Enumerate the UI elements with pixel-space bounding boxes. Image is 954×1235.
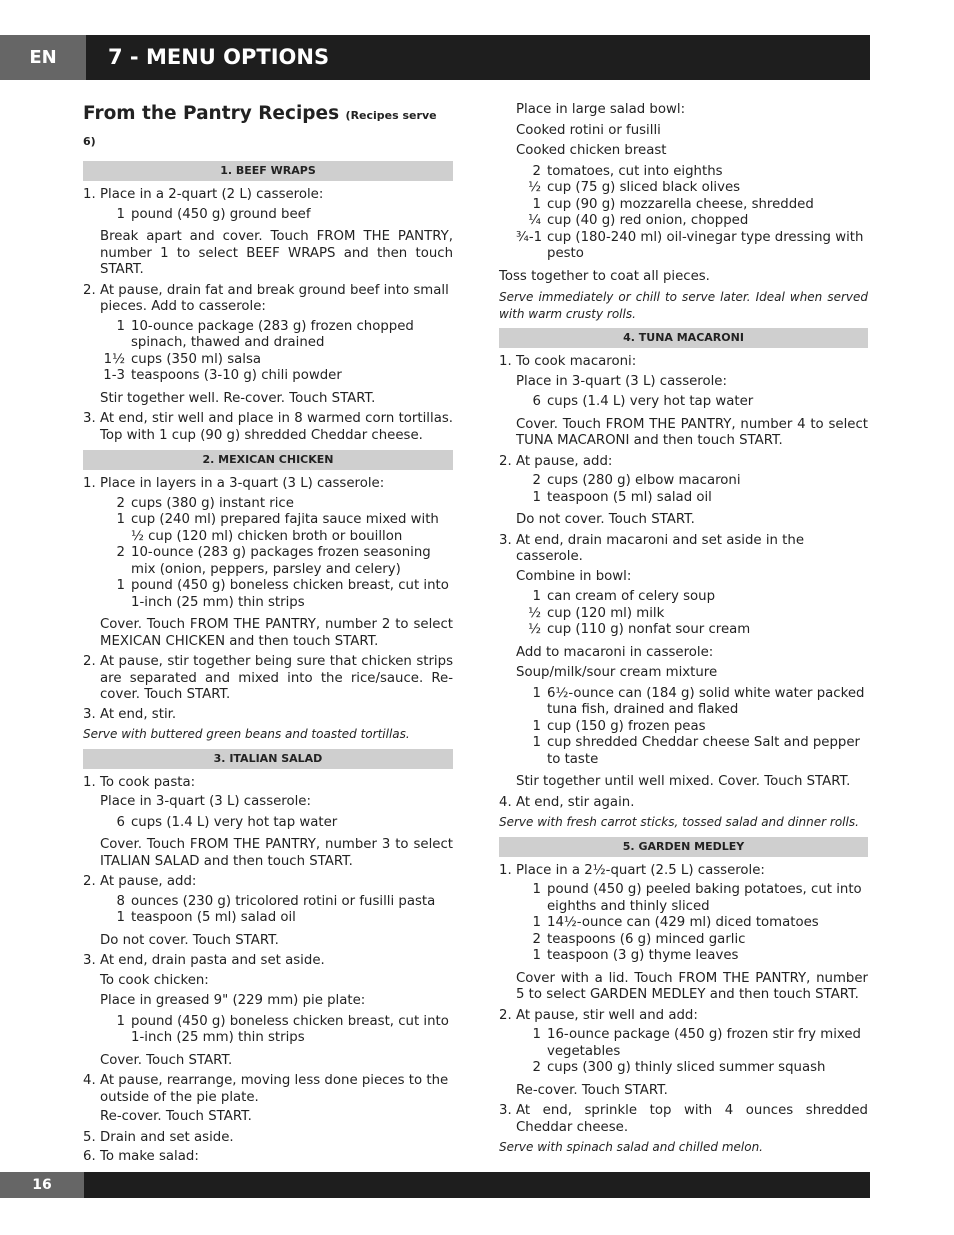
instruction: To cook chicken:	[100, 972, 209, 988]
language-badge: EN	[0, 35, 86, 80]
instruction: Soup/milk/sour cream mixture	[516, 665, 718, 680]
ingredient-qty: 1	[116, 206, 125, 222]
ingredient-list	[499, 1027, 868, 1077]
instruction: Cover with a lid. Touch FROM THE PANTRY, number 5 to select GARDEN MEDLEY and then touch START.	[516, 970, 868, 1002]
ingredient-desc: pound (450 g) boneless chicken breast, cut into 1-inch (25 mm) thin strips	[131, 1013, 449, 1045]
ingredient-qty: 1	[532, 1027, 541, 1042]
recipe-header-tuna-macaroni: 4. TUNA MACARONI	[499, 328, 868, 348]
step: 3. At end, drain macaroni and set aside in the casserole.	[499, 532, 805, 564]
serving-note: Serve with spinach salad and chilled melon.	[499, 1140, 763, 1154]
instruction: Cover. Touch START.	[100, 1052, 233, 1068]
ingredient-desc: 10-ounce package (283 g) frozen chopped spinach, thawed and drained	[131, 318, 414, 350]
instruction: Stir together until well mixed. Cover. Touch START.	[516, 774, 851, 789]
section-title: From the Pantry Recipes (Recipes serve 6)	[83, 103, 437, 148]
ingredient-desc: cup (90 g) mozzarella cheese, shredded	[547, 196, 814, 212]
ingredient	[516, 932, 868, 949]
left-column	[83, 102, 453, 1169]
instruction: Place in large salad bowl:	[516, 102, 686, 117]
instruction: Do not cover. Touch START.	[100, 932, 279, 948]
ingredient	[100, 815, 453, 832]
ingredient-qty: ¾-1	[516, 229, 543, 245]
recipe-header-beef-wraps: 1. BEEF WRAPS	[83, 161, 453, 181]
serving-note: Serve with buttered green beans and toasted tortillas.	[83, 727, 410, 741]
ingredient	[516, 686, 868, 719]
ingredient-qty: 1	[116, 578, 125, 593]
ingredient	[516, 719, 868, 736]
ingredient-list	[499, 473, 868, 506]
ingredient-qty: 2	[532, 1060, 541, 1075]
ingredient-desc: pound (450 g) peeled baking potatoes, cut into eighths and thinly sliced	[547, 882, 862, 914]
ingredient	[516, 490, 868, 507]
ingredient-desc: 10-ounce (283 g) packages frozen seasoning mix (onion, peppers, parsley and celery)	[131, 545, 431, 577]
step: 2. At pause, drain fat and break ground beef into small pieces. Add to casserole:	[83, 282, 449, 314]
ingredient	[516, 230, 868, 263]
ingredient-desc: cups (1.4 L) very hot tap water	[131, 814, 338, 830]
ingredient-desc: tomatoes, cut into eighths	[547, 163, 723, 179]
ingredient-desc: cups (280 g) elbow macaroni	[547, 473, 741, 488]
ingredient-desc: teaspoon (5 ml) salad oil	[131, 910, 296, 925]
ingredient	[100, 578, 453, 611]
serving-note: Serve immediately or chill to serve later. Ideal when served with warm crusty rolls.	[499, 290, 868, 321]
ingredient	[516, 622, 868, 639]
ingredient-desc: cup (40 g) red onion, chopped	[547, 213, 749, 228]
instruction: Combine in bowl:	[516, 568, 632, 584]
ingredient-qty: 1	[116, 910, 125, 925]
instruction: Cooked rotini or fusilli	[516, 122, 661, 138]
ingredient-qty: 1	[532, 718, 541, 734]
ingredient	[100, 207, 453, 224]
ingredient-qty: 1	[116, 512, 125, 527]
ingredient	[516, 606, 868, 623]
recipe-header-garden-medley: 5. GARDEN MEDLEY	[499, 837, 868, 857]
ingredient	[516, 197, 868, 214]
ingredient	[100, 512, 453, 545]
step: 2. At pause, add:	[499, 453, 613, 469]
instruction: Place in 3-quart (3 L) casserole:	[516, 373, 727, 389]
ingredient-qty: 2	[532, 931, 541, 947]
ingredient-list	[499, 164, 868, 263]
ingredient-desc: pound (450 g) ground beef	[131, 206, 311, 222]
ingredient-qty: 1	[532, 915, 541, 930]
ingredient-qty: 1	[532, 589, 541, 604]
step: 6. To make salad:	[83, 1149, 199, 1164]
instruction: Place in 3-quart (3 L) casserole:	[100, 794, 311, 809]
section-note: (Recipes serve 6)	[83, 109, 437, 148]
ingredient-desc: teaspoons (3-10 g) chili powder	[131, 368, 342, 383]
ingredient	[516, 882, 868, 915]
ingredient-qty: 2	[116, 545, 125, 560]
ingredient-desc: 14½-ounce can (429 ml) diced tomatoes	[547, 915, 819, 930]
ingredient-qty: 6	[532, 394, 541, 409]
step: 2. At pause, stir well and add:	[499, 1007, 698, 1023]
instruction: Break apart and cover. Touch FROM THE PANTRY, number 1 to select BEEF WRAPS and then touch START.	[100, 229, 453, 277]
instruction: Do not cover. Touch START.	[516, 512, 695, 527]
ingredient	[516, 1027, 868, 1060]
ingredient-list	[499, 882, 868, 965]
ingredient-list	[499, 589, 868, 639]
ingredient	[100, 1014, 453, 1047]
ingredient	[100, 319, 453, 352]
ingredient	[516, 394, 868, 411]
instruction: Cover. Touch FROM THE PANTRY, number 4 to select TUNA MACARONI and then touch START.	[516, 416, 868, 448]
ingredient	[516, 213, 868, 230]
step: 3. At end, drain pasta and set aside.	[83, 953, 325, 968]
recipe-header-italian-salad: 3. ITALIAN SALAD	[83, 749, 453, 769]
ingredient	[516, 948, 868, 965]
ingredient-qty: ½	[528, 622, 541, 637]
ingredient-qty: 1	[532, 735, 541, 750]
ingredient-qty: 1	[532, 685, 541, 701]
ingredient	[100, 496, 453, 513]
step: 1. Place in a 2½-quart (2.5 L) casserole:	[499, 862, 765, 878]
step: 2. At pause, stir together being sure that chicken strips are separated and mixed into the rice/sauce. Re-cover. Touch START.	[83, 654, 453, 702]
step: 1. To cook macaroni:	[499, 354, 637, 369]
ingredient-list	[83, 815, 453, 832]
ingredient	[516, 735, 868, 768]
instruction: Re-cover. Touch START.	[516, 1082, 668, 1098]
instruction: Cooked chicken breast	[516, 143, 667, 158]
ingredient-list	[83, 319, 453, 385]
ingredient-qty: 1	[116, 1013, 125, 1029]
ingredient-qty: ½	[528, 605, 541, 621]
ingredient	[100, 910, 453, 927]
ingredient-qty: 1	[532, 489, 541, 505]
ingredient-desc: cup (110 g) nonfat sour cream	[547, 622, 751, 637]
step: 1. To cook pasta:	[83, 774, 196, 790]
step: 1. Place in layers in a 3-quart (3 L) casserole:	[83, 476, 385, 491]
ingredient-desc: 6½-ounce can (184 g) solid white water packed tuna fish, drained and flaked	[547, 685, 865, 717]
ingredient	[516, 473, 868, 490]
serving-note: Serve with fresh carrot sticks, tossed salad and dinner rolls.	[499, 815, 859, 829]
instruction: Re-cover. Touch START.	[100, 1109, 252, 1124]
ingredient-desc: cups (350 ml) salsa	[131, 351, 262, 367]
ingredient-desc: 16-ounce package (450 g) frozen stir fry mixed vegetables	[547, 1027, 861, 1059]
ingredient-desc: teaspoon (3 g) thyme leaves	[547, 948, 739, 963]
step: 5. Drain and set aside.	[83, 1129, 234, 1145]
step: 4. At pause, rearrange, moving less done pieces to the outside of the pie plate.	[83, 1073, 449, 1105]
ingredient-desc: cup (150 g) frozen peas	[547, 718, 706, 734]
ingredient	[100, 894, 453, 911]
step: 2. At pause, add:	[83, 874, 197, 889]
step: 4. At end, stir again.	[499, 794, 635, 810]
ingredient	[516, 164, 868, 181]
ingredient-desc: can cream of celery soup	[547, 589, 716, 604]
instruction: Stir together well. Re-cover. Touch START.	[100, 390, 376, 406]
ingredient-desc: cups (1.4 L) very hot tap water	[547, 394, 754, 409]
footer-bar	[0, 1172, 870, 1198]
ingredient-qty: 1	[532, 196, 541, 212]
ingredient-desc: cup (240 ml) prepared fajita sauce mixed with ½ cup (120 ml) chicken broth or bouillon	[131, 512, 439, 544]
instruction: Cover. Touch FROM THE PANTRY, number 2 to select MEXICAN CHICKEN and then touch START.	[100, 617, 453, 649]
ingredient-desc: ounces (230 g) tricolored rotini or fusilli pasta	[131, 893, 436, 909]
ingredient	[100, 368, 453, 385]
ingredient-qty: 1½	[103, 351, 125, 367]
ingredient-qty: 2	[116, 495, 125, 511]
ingredient-qty: 6	[116, 814, 125, 830]
right-column	[499, 102, 868, 1160]
ingredient	[100, 545, 453, 578]
ingredient-desc: cups (300 g) thinly sliced summer squash	[547, 1060, 826, 1075]
ingredient-qty: 1	[532, 882, 541, 897]
ingredient-list	[83, 496, 453, 612]
ingredient-list	[83, 207, 453, 224]
step: 3. At end, stir.	[83, 706, 177, 722]
ingredient-desc: cup (120 ml) milk	[547, 605, 665, 621]
ingredient-list	[83, 1014, 453, 1047]
instruction: Toss together to coat all pieces.	[499, 268, 710, 284]
page-number: 16	[0, 1172, 84, 1198]
ingredient-desc: cups (380 g) instant rice	[131, 495, 294, 511]
step: 3. At end, sprinkle top with 4 ounces shredded Cheddar cheese.	[499, 1103, 868, 1135]
ingredient-qty: ¼	[528, 213, 541, 228]
ingredient-qty: 1-3	[103, 368, 125, 383]
ingredient-qty: 2	[532, 163, 541, 179]
ingredient-desc: cup shredded Cheddar cheese Salt and pepper to taste	[547, 735, 861, 767]
ingredient	[516, 589, 868, 606]
ingredient	[100, 352, 453, 369]
step: 1. Place in a 2-quart (2 L) casserole:	[83, 187, 324, 202]
ingredient-desc: cup (75 g) sliced black olives	[547, 180, 741, 195]
ingredient	[516, 180, 868, 197]
ingredient-desc: cup (180-240 ml) oil-vinegar type dressing with pesto	[547, 229, 864, 261]
ingredient-qty: 8	[116, 893, 125, 909]
instruction: Cover. Touch FROM THE PANTRY, number 3 to select ITALIAN SALAD and then touch START.	[100, 837, 453, 869]
recipe-header-mexican-chicken: 2. MEXICAN CHICKEN	[83, 450, 453, 470]
chapter-title: 7 - MENU OPTIONS	[108, 45, 330, 69]
ingredient-list	[499, 394, 868, 411]
ingredient	[516, 915, 868, 932]
instruction: Place in greased 9" (229 mm) pie plate:	[100, 993, 366, 1008]
ingredient-qty: ½	[528, 180, 541, 195]
ingredient-desc: pound (450 g) boneless chicken breast, cut into 1-inch (25 mm) thin strips	[131, 578, 449, 610]
ingredient	[516, 1060, 868, 1077]
ingredient-qty: 1	[532, 948, 541, 963]
ingredient-qty: 1	[116, 318, 125, 334]
ingredient-list	[83, 894, 453, 927]
step: 3. At end, stir well and place in 8 warmed corn tortillas. Top with 1 cup (90 g) shredded Cheddar cheese.	[83, 411, 453, 443]
ingredient-qty: 2	[532, 473, 541, 488]
instruction: Add to macaroni in casserole:	[516, 644, 714, 660]
ingredient-desc: teaspoons (6 g) minced garlic	[547, 931, 746, 947]
ingredient-list	[499, 686, 868, 769]
ingredient-desc: teaspoon (5 ml) salad oil	[547, 489, 712, 505]
